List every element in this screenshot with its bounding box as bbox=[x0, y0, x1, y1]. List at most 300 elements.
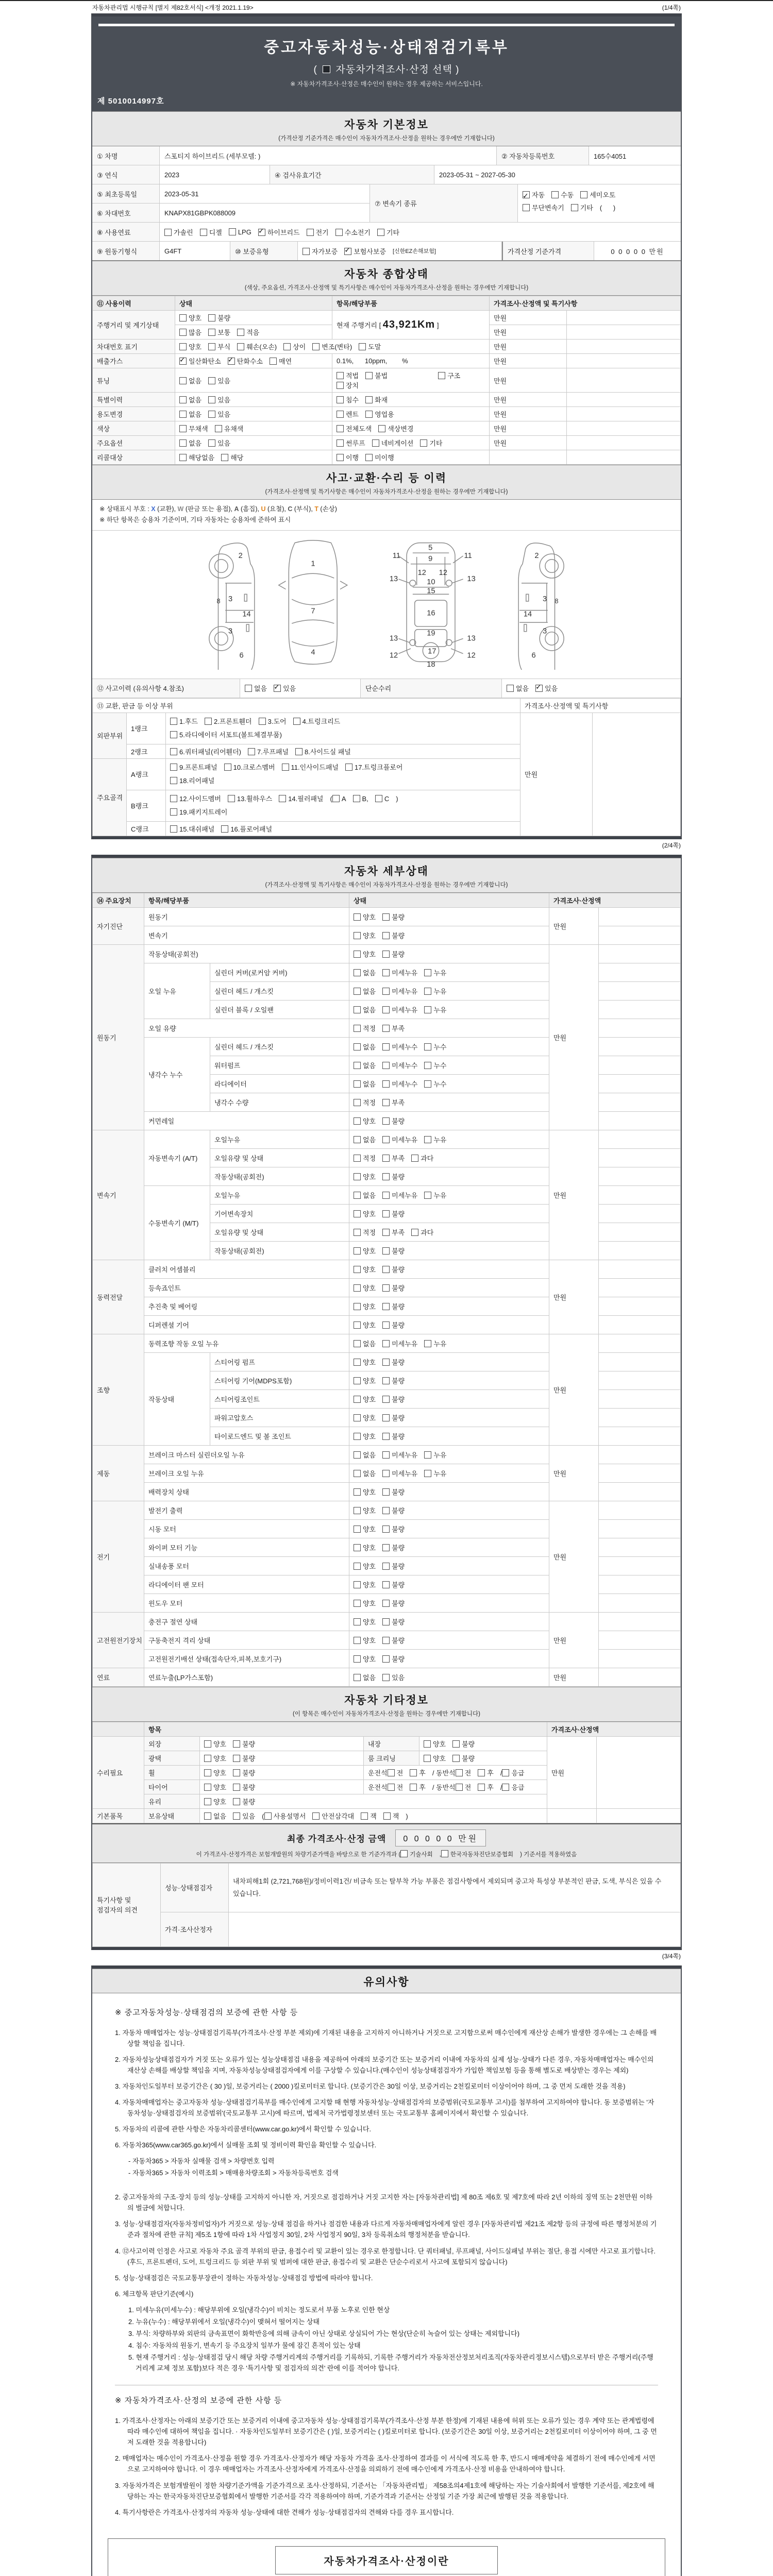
checkbox-label: 불량 bbox=[392, 1618, 405, 1626]
checkbox[interactable] bbox=[365, 411, 373, 418]
checkbox[interactable] bbox=[478, 1769, 485, 1776]
summary-band bbox=[92, 261, 681, 296]
remark-cell bbox=[599, 1445, 681, 1464]
checkbox[interactable] bbox=[279, 795, 286, 802]
checkbox[interactable] bbox=[382, 1247, 390, 1255]
checkbox[interactable] bbox=[382, 1340, 390, 1347]
checkbox[interactable] bbox=[354, 1655, 361, 1663]
checkbox[interactable] bbox=[424, 1755, 431, 1762]
checkbox[interactable] bbox=[365, 396, 373, 403]
checkbox[interactable] bbox=[410, 1769, 417, 1776]
device-group-label: 원동기 bbox=[93, 944, 144, 1130]
checkbox[interactable] bbox=[354, 1507, 361, 1514]
checkbox-label: 양호 bbox=[363, 1599, 376, 1607]
checkbox[interactable] bbox=[258, 229, 265, 236]
emission-options bbox=[175, 354, 332, 368]
checkbox[interactable] bbox=[354, 1284, 361, 1292]
checkbox[interactable] bbox=[354, 1321, 361, 1329]
checkbox[interactable] bbox=[170, 748, 177, 755]
checkbox-label: 해당 bbox=[230, 454, 244, 462]
checkbox[interactable] bbox=[237, 329, 244, 336]
checkbox[interactable] bbox=[424, 969, 431, 976]
checkbox[interactable] bbox=[354, 1563, 361, 1570]
checkbox[interactable] bbox=[354, 1600, 361, 1607]
checkbox[interactable] bbox=[233, 1798, 240, 1805]
checkbox[interactable] bbox=[382, 1062, 390, 1069]
price-header: 가격조사·산정액 및 특기사항 bbox=[490, 296, 681, 311]
checkbox[interactable] bbox=[332, 795, 340, 802]
svg-text:2: 2 bbox=[238, 551, 243, 560]
checkbox[interactable] bbox=[382, 1117, 390, 1125]
checkbox-option bbox=[345, 761, 402, 774]
checkbox[interactable] bbox=[208, 439, 215, 447]
checkbox[interactable] bbox=[382, 1080, 390, 1088]
checkbox[interactable] bbox=[354, 1488, 361, 1496]
checkbox[interactable] bbox=[424, 1043, 431, 1050]
checkbox[interactable] bbox=[452, 1755, 460, 1762]
checkbox-option bbox=[523, 189, 545, 202]
checkbox[interactable] bbox=[208, 377, 215, 384]
checkbox-label: 양호 bbox=[213, 1740, 227, 1748]
checkbox[interactable] bbox=[354, 1637, 361, 1644]
checkbox[interactable] bbox=[378, 425, 385, 432]
detail-table bbox=[92, 893, 681, 1687]
checkbox[interactable] bbox=[354, 1544, 361, 1551]
checkbox[interactable] bbox=[354, 1377, 361, 1384]
static-text: 운전석 bbox=[368, 1783, 388, 1791]
checkbox[interactable] bbox=[354, 1247, 361, 1255]
notice-item: 5. 자동차의 리콜에 관한 사항은 자동차리콜센터(www.car.go.kr)에서 확인할 수 있습니다. bbox=[115, 2125, 372, 2133]
checkbox[interactable] bbox=[424, 1080, 431, 1088]
checkbox[interactable] bbox=[270, 358, 277, 365]
checkbox[interactable] bbox=[382, 1043, 390, 1050]
part-label: 배력장치 상태 bbox=[144, 1482, 349, 1501]
checkbox[interactable] bbox=[354, 1192, 361, 1199]
svg-text:14: 14 bbox=[523, 609, 532, 618]
checkbox-option bbox=[200, 227, 222, 237]
checkbox[interactable] bbox=[354, 988, 361, 995]
checkbox-label: 누유 bbox=[433, 1340, 447, 1348]
checkbox[interactable] bbox=[365, 372, 373, 379]
checkbox[interactable] bbox=[354, 1006, 361, 1013]
checkbox[interactable] bbox=[179, 314, 187, 321]
checkbox-label: 불량 bbox=[392, 1395, 405, 1403]
checkbox[interactable] bbox=[382, 1192, 390, 1199]
checkbox[interactable] bbox=[383, 1812, 391, 1820]
checkbox[interactable] bbox=[382, 1526, 390, 1533]
glass-label: 유리 bbox=[144, 1794, 200, 1808]
checkbox[interactable] bbox=[179, 411, 187, 418]
checkbox-option bbox=[170, 806, 227, 819]
checkbox[interactable] bbox=[354, 1618, 361, 1625]
checkbox[interactable] bbox=[382, 1377, 390, 1384]
checkbox[interactable] bbox=[411, 1229, 418, 1236]
checkbox[interactable] bbox=[375, 795, 382, 802]
checkbox[interactable] bbox=[179, 329, 187, 336]
checkbox[interactable] bbox=[179, 377, 187, 384]
checkbox-option bbox=[420, 438, 442, 448]
checkbox[interactable] bbox=[382, 1507, 390, 1514]
checkbox[interactable] bbox=[382, 1470, 390, 1477]
page-mark-1: (1/4쪽) bbox=[662, 4, 681, 11]
checkbox-option bbox=[411, 1227, 433, 1237]
checkbox[interactable] bbox=[354, 932, 361, 939]
checkbox[interactable] bbox=[420, 439, 427, 447]
checkbox-option bbox=[312, 1811, 354, 1821]
checkbox[interactable] bbox=[233, 1740, 240, 1748]
part-label: 작동상태(공회전) bbox=[210, 1241, 349, 1260]
checkbox-label: 없음 bbox=[363, 1340, 376, 1348]
checkbox[interactable] bbox=[535, 685, 543, 692]
checkbox[interactable] bbox=[382, 1359, 390, 1366]
checkbox[interactable] bbox=[233, 1755, 240, 1762]
checkbox-label: 미세누수 bbox=[392, 1080, 418, 1088]
usage-history-header: ⑪ 사용이력 bbox=[93, 296, 175, 311]
checkbox[interactable] bbox=[354, 1470, 361, 1477]
checkbox[interactable] bbox=[388, 1769, 395, 1776]
svg-text:13: 13 bbox=[467, 634, 476, 642]
checkbox[interactable] bbox=[523, 191, 530, 198]
part-label: 구동축전지 격리 상태 bbox=[144, 1631, 349, 1649]
checkbox[interactable] bbox=[170, 764, 177, 771]
checkbox[interactable] bbox=[248, 748, 255, 755]
checkbox[interactable] bbox=[337, 425, 344, 432]
checkbox[interactable] bbox=[359, 343, 366, 350]
checkbox[interactable] bbox=[424, 1136, 431, 1143]
checkbox[interactable] bbox=[365, 454, 373, 461]
checkbox[interactable] bbox=[452, 1740, 460, 1748]
checkbox[interactable] bbox=[354, 1229, 361, 1236]
checkbox[interactable] bbox=[382, 913, 390, 921]
checkbox[interactable] bbox=[382, 1099, 390, 1106]
checkbox[interactable] bbox=[204, 1784, 211, 1791]
checkbox[interactable] bbox=[179, 396, 187, 403]
checkbox[interactable] bbox=[377, 229, 384, 236]
checkbox[interactable] bbox=[354, 1025, 361, 1032]
checkbox[interactable] bbox=[354, 1433, 361, 1440]
table-row bbox=[92, 184, 369, 204]
checkbox[interactable] bbox=[382, 932, 390, 939]
accident-history-row bbox=[92, 679, 681, 698]
etc-band bbox=[92, 1687, 681, 1722]
checkbox[interactable] bbox=[424, 1062, 431, 1069]
checkbox[interactable] bbox=[215, 425, 222, 432]
checkbox[interactable] bbox=[382, 1155, 390, 1162]
checkbox[interactable] bbox=[382, 1284, 390, 1292]
checkbox[interactable] bbox=[478, 1784, 485, 1791]
checkbox[interactable] bbox=[170, 825, 177, 833]
checkbox[interactable] bbox=[259, 718, 266, 725]
checkbox-label: 없음 bbox=[254, 685, 267, 692]
state-options bbox=[349, 1482, 549, 1501]
checkbox[interactable] bbox=[344, 248, 351, 255]
checkbox[interactable] bbox=[233, 1784, 240, 1791]
checkbox[interactable] bbox=[354, 1674, 361, 1681]
checkbox[interactable] bbox=[502, 1769, 509, 1776]
checkbox[interactable] bbox=[382, 1136, 390, 1143]
page-2 bbox=[91, 855, 682, 1950]
checkbox[interactable] bbox=[354, 1581, 361, 1588]
svg-text:13: 13 bbox=[467, 574, 476, 583]
checkbox[interactable] bbox=[204, 1769, 211, 1776]
svg-text:15: 15 bbox=[427, 586, 435, 595]
checkbox[interactable] bbox=[208, 411, 215, 418]
checkbox[interactable] bbox=[221, 454, 228, 461]
checkbox[interactable] bbox=[361, 1812, 368, 1820]
checkbox[interactable] bbox=[312, 343, 320, 350]
checkbox[interactable] bbox=[456, 1769, 463, 1776]
part-label: 발전기 출력 bbox=[144, 1501, 349, 1519]
checkbox-option bbox=[361, 1811, 377, 1821]
checkbox[interactable] bbox=[382, 1433, 390, 1440]
checkbox[interactable] bbox=[170, 731, 177, 738]
checkbox[interactable] bbox=[337, 439, 344, 447]
checkbox[interactable] bbox=[204, 1798, 211, 1805]
checkbox[interactable] bbox=[208, 314, 215, 321]
checkbox[interactable] bbox=[372, 439, 379, 447]
checkbox[interactable] bbox=[382, 1637, 390, 1644]
checkbox[interactable] bbox=[208, 396, 215, 403]
checkbox[interactable] bbox=[354, 1340, 361, 1347]
checkbox-label: 가솔린 bbox=[174, 228, 193, 236]
checkbox[interactable] bbox=[382, 969, 390, 976]
checkbox[interactable] bbox=[228, 358, 235, 365]
checkbox-label: 양호 bbox=[363, 1173, 376, 1181]
device-group-label: 조향 bbox=[93, 1334, 144, 1445]
checkbox[interactable] bbox=[571, 204, 578, 211]
car-diagram-svg bbox=[97, 535, 676, 670]
checkbox[interactable] bbox=[382, 1303, 390, 1310]
checkbox-label: 구조 bbox=[447, 372, 461, 380]
checkbox-label: 불량 bbox=[392, 1636, 405, 1645]
remark-cell bbox=[599, 1649, 681, 1668]
checkbox[interactable] bbox=[179, 439, 187, 447]
checkbox[interactable] bbox=[441, 1850, 448, 1857]
remark-cell bbox=[599, 926, 681, 944]
checkbox[interactable] bbox=[353, 795, 360, 802]
checkbox[interactable] bbox=[382, 1396, 390, 1403]
checkbox[interactable] bbox=[208, 343, 215, 350]
checkbox[interactable] bbox=[204, 1740, 211, 1748]
model-year-value: 2023 bbox=[160, 165, 270, 184]
part-label: 실내송풍 모터 bbox=[144, 1556, 349, 1575]
part-label: 변속기 bbox=[144, 926, 349, 944]
checkbox[interactable] bbox=[438, 372, 445, 379]
checkbox[interactable] bbox=[179, 454, 187, 461]
checkbox[interactable] bbox=[295, 748, 303, 755]
checkbox[interactable] bbox=[551, 191, 559, 198]
checkbox[interactable] bbox=[233, 1769, 240, 1776]
state-options bbox=[349, 981, 549, 1000]
checkbox[interactable] bbox=[354, 1210, 361, 1217]
checkbox[interactable] bbox=[424, 1192, 431, 1199]
checkbox[interactable] bbox=[179, 358, 187, 365]
checkbox[interactable] bbox=[179, 343, 187, 350]
checkbox[interactable] bbox=[424, 1340, 431, 1347]
checkbox[interactable] bbox=[388, 1784, 395, 1791]
checkbox[interactable] bbox=[293, 718, 300, 725]
checkbox[interactable] bbox=[335, 229, 343, 236]
checkbox-option bbox=[424, 1450, 446, 1460]
checkbox[interactable] bbox=[229, 228, 236, 235]
checkbox[interactable] bbox=[337, 372, 344, 379]
checkbox[interactable] bbox=[312, 1812, 320, 1820]
state-options bbox=[349, 963, 549, 981]
checkbox-option bbox=[580, 189, 615, 202]
checkbox[interactable] bbox=[382, 1173, 390, 1180]
checkbox[interactable] bbox=[354, 1155, 361, 1162]
checkbox[interactable] bbox=[507, 685, 514, 692]
checkbox[interactable] bbox=[204, 1755, 211, 1762]
checkbox[interactable] bbox=[345, 764, 352, 771]
checkbox[interactable] bbox=[205, 718, 212, 725]
checkbox[interactable] bbox=[224, 764, 231, 771]
filled-square-icon bbox=[323, 65, 330, 73]
checkbox[interactable] bbox=[424, 1451, 431, 1459]
checkbox[interactable] bbox=[354, 1266, 361, 1273]
checkbox[interactable] bbox=[208, 329, 215, 336]
checkbox[interactable] bbox=[354, 1173, 361, 1180]
checkbox[interactable] bbox=[382, 1674, 390, 1681]
checkbox[interactable] bbox=[354, 1414, 361, 1421]
checkbox[interactable] bbox=[382, 1600, 390, 1607]
checkbox[interactable] bbox=[354, 1526, 361, 1533]
checkbox[interactable] bbox=[303, 248, 310, 255]
checkbox[interactable] bbox=[228, 795, 235, 802]
notice-item: 3. 성능·상태점검자(자동차정비업자)가 거짓으로 성능·상태 점검을 하거나 점검한 내용과 다르게 자동차매매업자에게 알린 경우 [자동차관리법 제21조 제2항 등의 규정에 따른 행정처분의 기준과 절차에 관한 규칙] 제5조 1항에 따라 1차 사업정지 30일, 2차 사업정지 90일, 3차 등록취소의 행정처분을 받습니다. bbox=[115, 2220, 657, 2239]
checkbox[interactable] bbox=[354, 1136, 361, 1143]
checkbox[interactable] bbox=[200, 229, 207, 236]
checkbox-label: 부족 bbox=[392, 1098, 405, 1107]
part-label: 오일누유 bbox=[210, 1130, 349, 1148]
price-header: 가격조사·산정액 bbox=[549, 893, 681, 907]
checkbox[interactable] bbox=[354, 1451, 361, 1459]
checkbox-label: 양호 bbox=[433, 1740, 446, 1748]
checkbox[interactable] bbox=[233, 1812, 240, 1820]
checkbox-option bbox=[354, 1394, 376, 1404]
checkbox-option bbox=[307, 227, 329, 237]
polish-options bbox=[200, 1751, 364, 1765]
checkbox[interactable] bbox=[382, 1414, 390, 1421]
checkbox[interactable] bbox=[382, 988, 390, 995]
checkbox[interactable] bbox=[382, 1655, 390, 1663]
checkbox[interactable] bbox=[382, 1229, 390, 1236]
checkbox[interactable] bbox=[179, 425, 187, 432]
checkbox[interactable] bbox=[382, 1266, 390, 1273]
checkbox[interactable] bbox=[411, 1155, 418, 1162]
checkbox-label: 불량 bbox=[242, 1783, 256, 1791]
checkbox[interactable] bbox=[264, 1812, 272, 1820]
checkbox[interactable] bbox=[354, 969, 361, 976]
checkbox[interactable] bbox=[237, 343, 244, 350]
checkbox[interactable] bbox=[307, 229, 314, 236]
checkbox[interactable] bbox=[337, 454, 344, 461]
checkbox[interactable] bbox=[424, 1006, 431, 1013]
checkbox[interactable] bbox=[221, 825, 228, 833]
checkbox[interactable] bbox=[382, 1006, 390, 1013]
checkbox[interactable] bbox=[354, 1359, 361, 1366]
checkbox-option bbox=[279, 792, 323, 806]
checkbox-option bbox=[337, 438, 365, 448]
checkbox[interactable] bbox=[170, 795, 177, 802]
checkbox-label: 잭 bbox=[370, 1812, 377, 1820]
checkbox[interactable] bbox=[204, 1812, 211, 1820]
simple-repair-label: 단순수리 bbox=[361, 679, 502, 698]
checkbox[interactable] bbox=[354, 1303, 361, 1310]
document-subtitle: ( 자동차가격조사·산정 선택 ) bbox=[313, 64, 460, 75]
checkbox[interactable] bbox=[400, 1850, 408, 1857]
checkbox[interactable] bbox=[170, 718, 177, 725]
checkbox-option bbox=[337, 452, 359, 462]
checkbox-option bbox=[424, 986, 446, 996]
checkbox[interactable] bbox=[337, 411, 344, 418]
checkbox[interactable] bbox=[382, 951, 390, 958]
checkbox[interactable] bbox=[354, 1043, 361, 1050]
checkbox-label: 양호 bbox=[363, 913, 376, 921]
checkbox[interactable] bbox=[456, 1784, 463, 1791]
checkbox-option bbox=[372, 438, 414, 448]
checkbox[interactable] bbox=[283, 343, 291, 350]
state-options bbox=[349, 1612, 549, 1631]
checkbox[interactable] bbox=[354, 913, 361, 921]
table-row bbox=[93, 1736, 681, 1751]
state-options bbox=[349, 1408, 549, 1427]
checkbox[interactable] bbox=[382, 1025, 390, 1032]
checkbox[interactable] bbox=[382, 1563, 390, 1570]
checkbox[interactable] bbox=[382, 1210, 390, 1217]
checkbox[interactable] bbox=[354, 951, 361, 958]
checkbox[interactable] bbox=[354, 1080, 361, 1088]
checkbox[interactable] bbox=[354, 1062, 361, 1069]
checkbox[interactable] bbox=[354, 1396, 361, 1403]
polish-label: 광택 bbox=[144, 1751, 200, 1765]
checkbox[interactable] bbox=[382, 1321, 390, 1329]
checkbox-option bbox=[233, 1739, 255, 1749]
checkbox[interactable] bbox=[354, 1117, 361, 1125]
checkbox[interactable] bbox=[410, 1784, 417, 1791]
checkbox[interactable] bbox=[580, 191, 587, 198]
checkbox[interactable] bbox=[424, 1740, 431, 1748]
checkbox[interactable] bbox=[245, 685, 252, 692]
checkbox[interactable] bbox=[523, 204, 530, 211]
svg-text:11: 11 bbox=[392, 551, 400, 560]
checkbox[interactable] bbox=[424, 1470, 431, 1477]
checkbox[interactable] bbox=[170, 777, 177, 784]
checkbox[interactable] bbox=[382, 1618, 390, 1625]
checkbox[interactable] bbox=[354, 1099, 361, 1106]
checkbox[interactable] bbox=[337, 382, 344, 389]
checkbox[interactable] bbox=[382, 1488, 390, 1496]
vin-marking-label: 차대번호 표기 bbox=[93, 340, 175, 354]
checkbox[interactable] bbox=[337, 396, 344, 403]
checkbox[interactable] bbox=[502, 1784, 509, 1791]
checkbox[interactable] bbox=[170, 808, 177, 816]
checkbox[interactable] bbox=[282, 764, 289, 771]
checkbox-label: 미이행 bbox=[375, 454, 394, 462]
notice-item: 2. 자동차성능상태점검자가 거짓 또는 오류가 있는 성능상태점검 내용을 제공하여 아래의 보증기간 또는 보증거리 이내에 자동차의 실제 성능·상태가 다른 경우, 자동차매매업자는 매수인의 재산상 손해를 배상할 책임을 지며, 자동차성능상태점검자에게 이를 구상할 수 있습니다.(매수인이 성능상태점검자가 가입한 책임보험 등을 통해 별도로 배상받는 경우는 제외) bbox=[115, 2055, 654, 2074]
checkbox[interactable] bbox=[164, 229, 172, 236]
checkbox-option bbox=[424, 1468, 446, 1478]
fuel-label: ⑧ 사용연료 bbox=[92, 223, 160, 241]
checkbox-label: 누유 bbox=[433, 1451, 447, 1459]
checkbox[interactable] bbox=[382, 1581, 390, 1588]
svg-text:14: 14 bbox=[242, 609, 251, 618]
checkbox[interactable] bbox=[424, 988, 431, 995]
checkbox[interactable] bbox=[382, 1451, 390, 1459]
state-header: 상태 bbox=[349, 893, 549, 907]
checkbox[interactable] bbox=[274, 685, 281, 692]
checkbox[interactable] bbox=[382, 1544, 390, 1551]
